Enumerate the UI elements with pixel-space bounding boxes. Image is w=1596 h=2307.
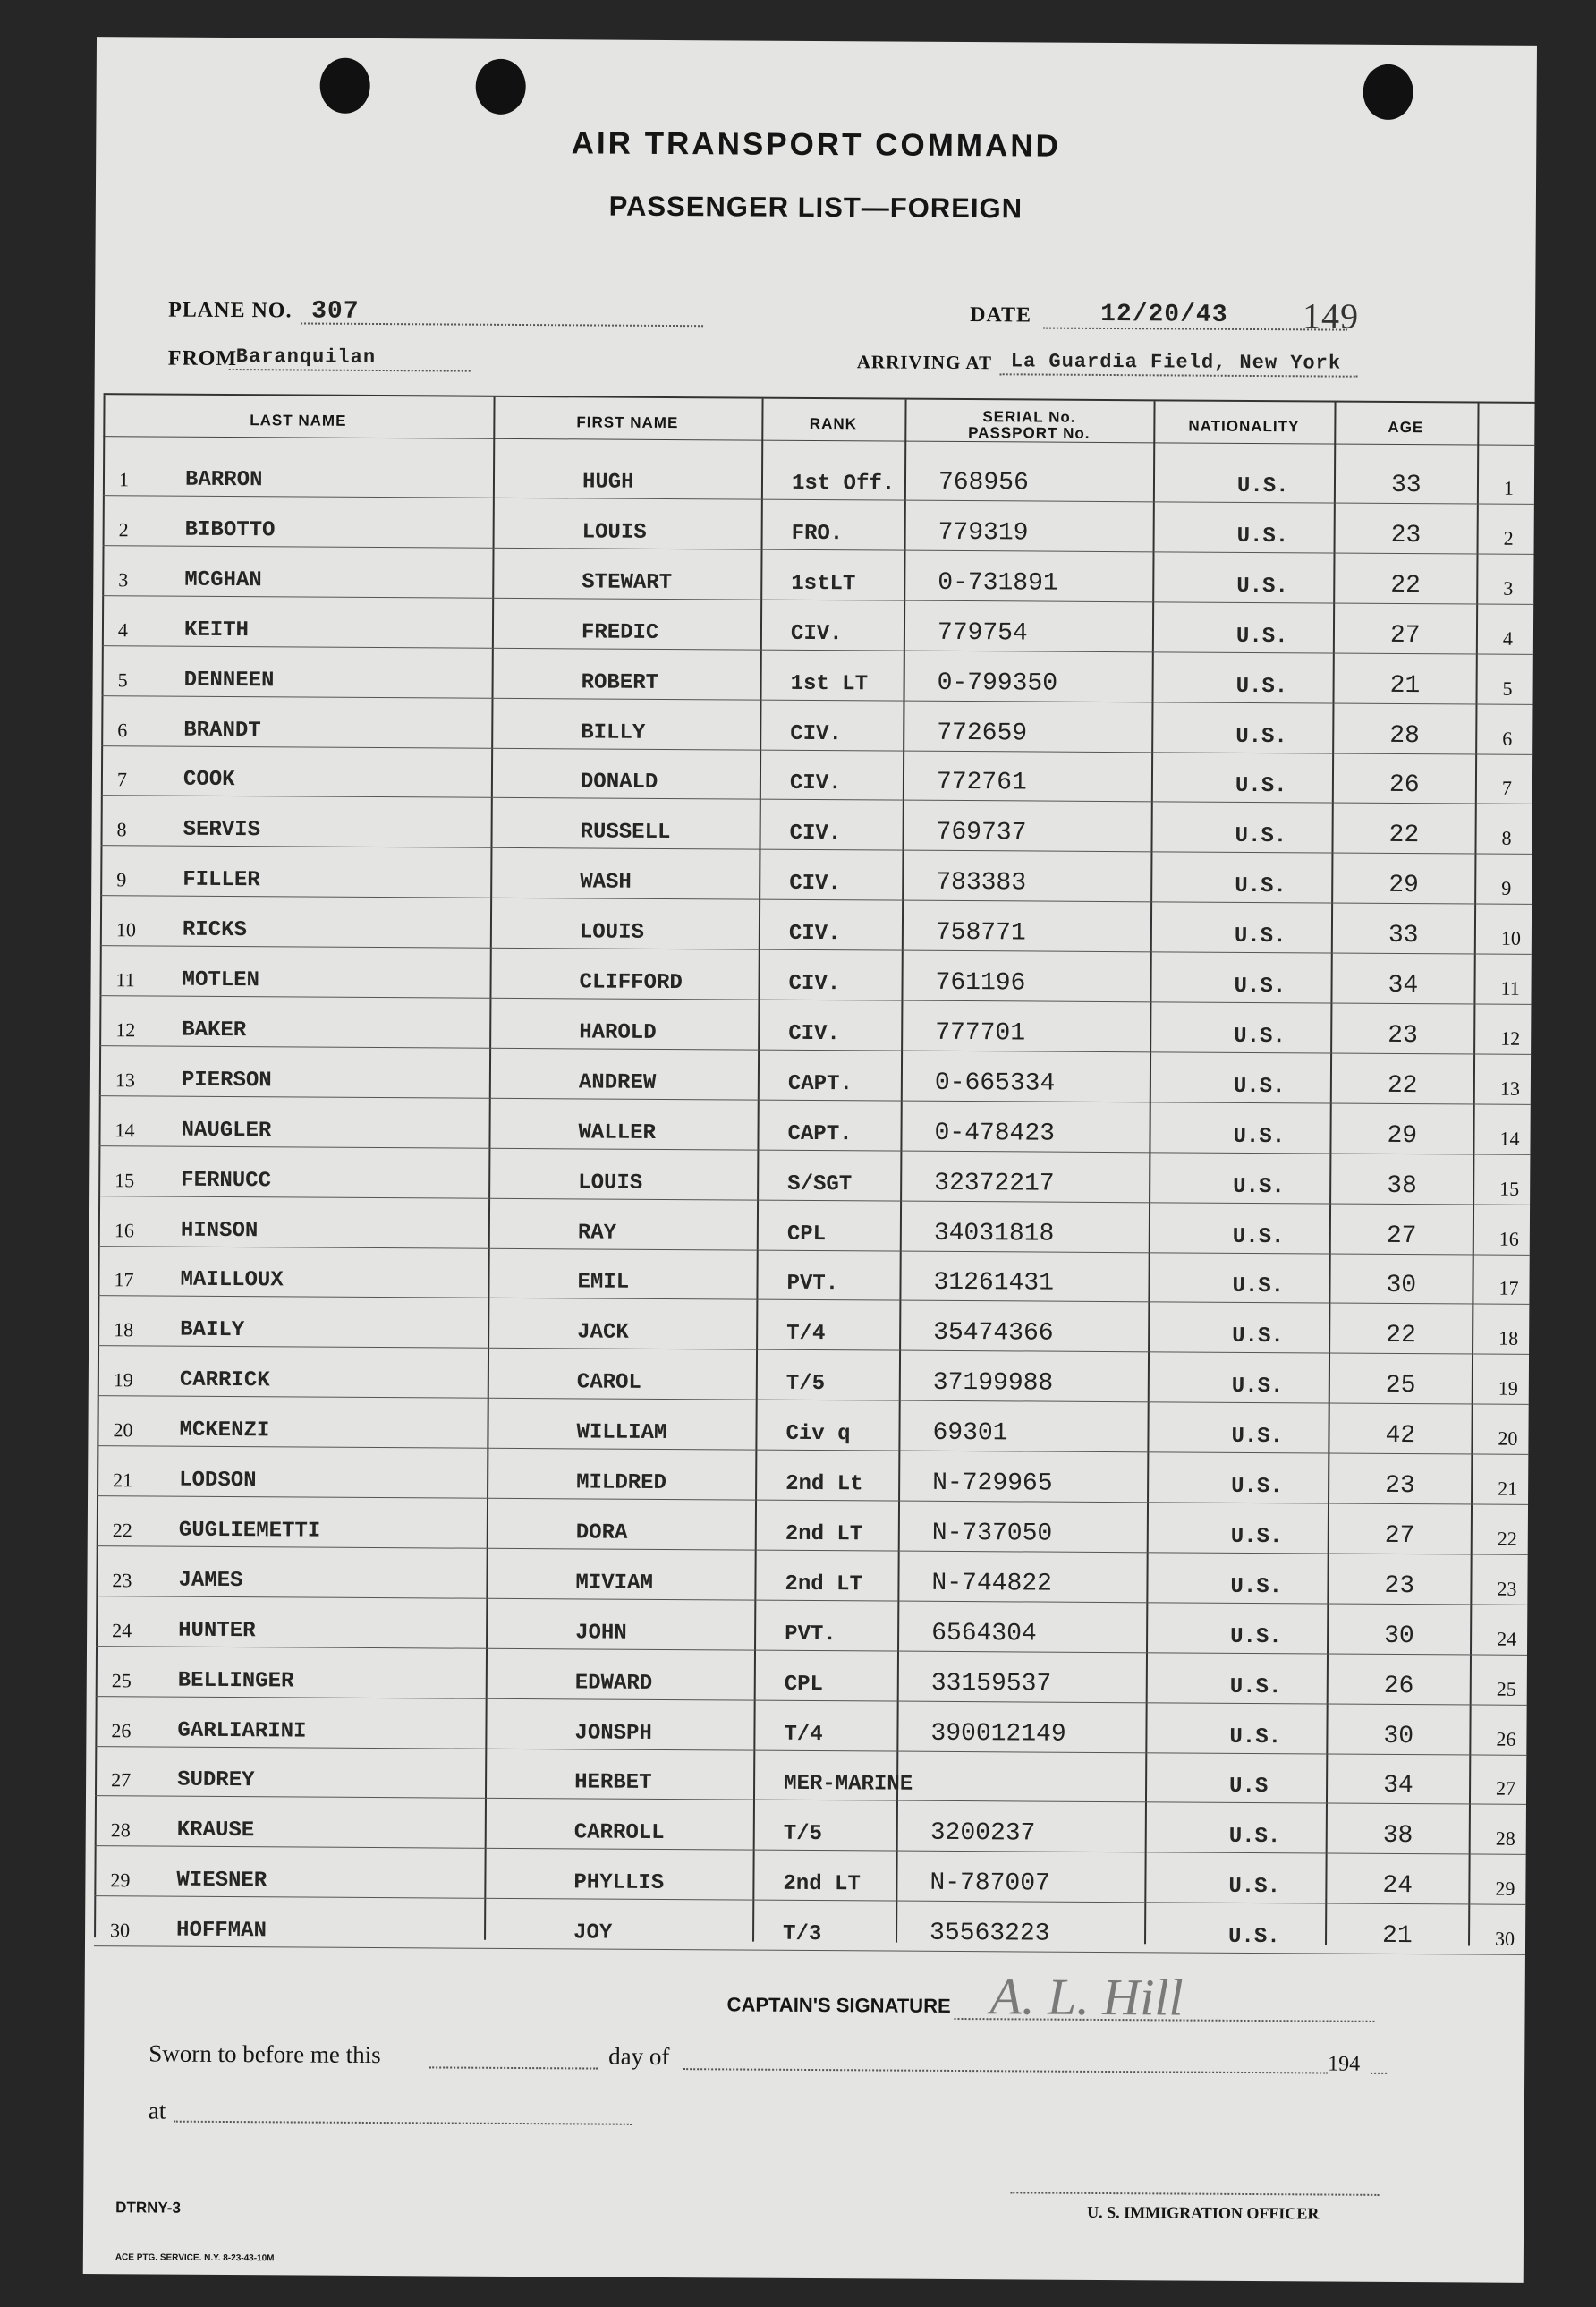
- last-name: KEITH: [183, 617, 250, 643]
- row-number-right: 26: [1496, 1727, 1516, 1750]
- serial-number: 37199988: [932, 1369, 1054, 1398]
- first-name: WASH: [580, 870, 632, 895]
- row-number: 5: [117, 668, 128, 691]
- rank: PVT.: [786, 1272, 839, 1297]
- last-name: BIBOTTO: [184, 517, 276, 543]
- from-value: Baranquilan: [235, 345, 377, 369]
- row-number: 17: [114, 1268, 134, 1291]
- serial-number: 768956: [938, 468, 1029, 498]
- stamp-number: 149: [1302, 295, 1360, 336]
- row-number: 20: [113, 1418, 133, 1442]
- age: 22: [1387, 1071, 1418, 1100]
- first-name: HAROLD: [579, 1020, 657, 1045]
- date-value: 12/20/43: [1100, 300, 1228, 329]
- nationality: U.S.: [1235, 824, 1287, 849]
- nationality: U.S.: [1232, 1324, 1284, 1349]
- serial-number: 33159537: [930, 1669, 1052, 1698]
- row-number-right: 8: [1501, 826, 1512, 850]
- rank: CIV.: [788, 971, 841, 997]
- age: 26: [1388, 771, 1420, 800]
- row-number-right: 1: [1503, 476, 1515, 499]
- printer-line: ACE PTG. SERVICE. N.Y. 8-23-43-10M: [115, 2252, 275, 2264]
- age: 22: [1386, 1322, 1416, 1350]
- rank: MER-MARINE: [784, 1772, 913, 1798]
- nationality: U.S.: [1234, 974, 1286, 1000]
- last-name: GUGLIEMETTI: [178, 1518, 321, 1544]
- rank: CIV.: [788, 1021, 840, 1047]
- day-of-label: day of: [608, 2042, 670, 2071]
- row-number: 26: [111, 1718, 132, 1741]
- row-number: 10: [115, 918, 136, 941]
- serial-number: 779319: [938, 518, 1029, 548]
- year-label: 194: [1328, 2052, 1361, 2076]
- age: 27: [1384, 1521, 1415, 1551]
- row-number-right: 28: [1495, 1826, 1515, 1851]
- age: 27: [1389, 621, 1421, 650]
- first-name: FREDIC: [581, 620, 659, 645]
- last-name: JAMES: [178, 1568, 243, 1593]
- row-number-right: 24: [1497, 1627, 1517, 1650]
- column-last-name: LAST NAME: [250, 412, 347, 430]
- row-number-right: 14: [1499, 1127, 1520, 1150]
- row-number-right: 15: [1499, 1177, 1520, 1200]
- serial-number: N-729965: [932, 1468, 1053, 1498]
- nationality: U.S.: [1228, 1875, 1281, 1900]
- last-name: SUDREY: [177, 1768, 255, 1793]
- first-name: CAROL: [576, 1370, 641, 1396]
- last-name: MAILLOUX: [180, 1268, 284, 1293]
- rank: CIV.: [789, 872, 841, 897]
- first-name: MILDRED: [576, 1470, 667, 1496]
- rank: PVT.: [785, 1622, 836, 1647]
- last-name: NAUGLER: [181, 1118, 272, 1143]
- last-name: SERVIS: [183, 817, 261, 843]
- age: 24: [1382, 1872, 1413, 1901]
- first-name: ROBERT: [581, 669, 659, 695]
- first-name: WALLER: [578, 1120, 657, 1145]
- last-name: GARLIARINI: [177, 1718, 307, 1744]
- rank: T/5: [785, 1372, 826, 1397]
- last-name: BRANDT: [183, 718, 261, 743]
- last-name: BARRON: [184, 467, 263, 493]
- nationality: U.S.: [1233, 1174, 1285, 1199]
- last-name: FERNUCC: [181, 1168, 272, 1193]
- row-number: 1: [118, 468, 130, 491]
- row-number: 7: [116, 768, 128, 791]
- first-name: STEWART: [582, 570, 673, 595]
- first-name: BILLY: [581, 719, 646, 745]
- last-name: MCKENZI: [179, 1417, 270, 1443]
- first-name: LOUIS: [578, 1170, 643, 1196]
- row-number: 11: [115, 968, 135, 992]
- age: 29: [1388, 872, 1419, 900]
- first-name: WILLIAM: [576, 1420, 667, 1446]
- serial-number: 3200237: [930, 1819, 1036, 1848]
- first-name: JOHN: [575, 1621, 627, 1646]
- nationality: U.S.: [1229, 1724, 1282, 1749]
- at-label: at: [148, 2097, 166, 2124]
- age: 23: [1385, 1471, 1415, 1501]
- age: 34: [1383, 1772, 1413, 1800]
- row-number-right: 3: [1503, 576, 1514, 600]
- serial-number: 0-731891: [938, 568, 1058, 598]
- nationality: U.S.: [1228, 1825, 1281, 1850]
- first-name: RAY: [577, 1220, 617, 1246]
- age: 29: [1387, 1121, 1418, 1150]
- form-subtitle: PASSENGER LIST—FOREIGN: [608, 190, 1023, 225]
- nationality: U.S.: [1234, 1024, 1286, 1050]
- rank: CAPT.: [787, 1071, 853, 1097]
- rank: CPL: [786, 1222, 827, 1247]
- last-name: MOTLEN: [182, 967, 260, 993]
- age: 38: [1382, 1822, 1413, 1851]
- arriving-label: ARRIVING AT: [856, 351, 993, 374]
- row-number: 24: [112, 1618, 132, 1642]
- row-number-right: 10: [1500, 926, 1521, 949]
- nationality: U.S.: [1235, 774, 1287, 799]
- plane-label: PLANE NO.: [168, 298, 293, 323]
- first-name: CARROLL: [573, 1820, 665, 1846]
- last-name: RICKS: [182, 917, 248, 943]
- captain-signature-label: CAPTAIN'S SIGNATURE: [726, 1993, 951, 2017]
- captain-signature: A. L. Hill: [989, 1967, 1184, 2027]
- nationality: U.S.: [1235, 874, 1286, 899]
- nationality: U.S.: [1235, 674, 1288, 699]
- rank: CIV.: [790, 621, 843, 646]
- rank: 1st LT: [790, 671, 869, 696]
- row-number: 19: [113, 1368, 133, 1392]
- column-passport: PASSPORT No.: [968, 424, 1091, 442]
- plane-number: 307: [311, 297, 360, 326]
- form-title: AIR TRANSPORT COMMAND: [571, 125, 1061, 164]
- form-code: DTRNY-3: [115, 2199, 181, 2217]
- serial-number: N-787007: [930, 1869, 1050, 1898]
- rank: 2nd LT: [785, 1571, 862, 1597]
- last-name: COOK: [183, 768, 235, 793]
- nationality: U.S.: [1227, 1924, 1280, 1950]
- nationality: U.S.: [1236, 473, 1289, 499]
- last-name: MCGHAN: [184, 567, 262, 593]
- serial-number: 0-478423: [934, 1119, 1056, 1148]
- last-name: BAKER: [182, 1017, 247, 1043]
- serial-number: 779754: [937, 618, 1028, 648]
- passenger-list-form: [83, 37, 1537, 2283]
- first-name: HUGH: [582, 470, 634, 495]
- first-name: ANDREW: [578, 1070, 657, 1095]
- nationality: U.S.: [1235, 724, 1287, 749]
- from-label: FROM: [167, 346, 238, 371]
- column-nationality: NATIONALITY: [1188, 417, 1300, 436]
- punch-hole: [475, 59, 525, 115]
- nationality: U.S.: [1232, 1224, 1285, 1249]
- last-name: KRAUSE: [176, 1818, 255, 1843]
- column-serial-passport: [906, 409, 1151, 443]
- rank: T/3: [782, 1921, 822, 1947]
- row-number-right: 5: [1502, 677, 1513, 700]
- row-number-right: 4: [1502, 626, 1514, 650]
- row-number-right: 19: [1498, 1376, 1518, 1400]
- table-row: [94, 1895, 1525, 1955]
- age: 34: [1388, 971, 1419, 1000]
- serial-number: 0-799350: [937, 668, 1058, 698]
- row-number: 14: [115, 1118, 135, 1142]
- last-name: LODSON: [179, 1468, 257, 1494]
- serial-number: 69301: [932, 1418, 1008, 1448]
- serial-number: 32372217: [934, 1169, 1055, 1198]
- nationality: U.S: [1229, 1775, 1269, 1800]
- first-name: DONALD: [580, 770, 658, 796]
- last-name: DENNEEN: [183, 668, 275, 693]
- last-name: FILLER: [183, 867, 260, 893]
- row-number-right: 22: [1497, 1527, 1517, 1550]
- nationality: U.S.: [1230, 1524, 1283, 1550]
- row-number: 29: [110, 1869, 131, 1892]
- age: 27: [1386, 1222, 1417, 1250]
- nationality: U.S.: [1232, 1274, 1285, 1299]
- rank: 2nd LT: [783, 1871, 861, 1897]
- first-name: PHYLLIS: [573, 1870, 665, 1896]
- serial-number: 758771: [935, 918, 1026, 948]
- last-name: HINSON: [180, 1218, 259, 1243]
- age: 23: [1384, 1571, 1415, 1600]
- nationality: U.S.: [1230, 1624, 1282, 1649]
- row-number-right: 7: [1501, 777, 1512, 800]
- punch-hole: [319, 58, 369, 114]
- nationality: U.S.: [1234, 924, 1286, 949]
- serial-number: 772659: [937, 719, 1028, 747]
- first-name: JONSPH: [574, 1720, 652, 1746]
- nationality: U.S.: [1236, 524, 1289, 549]
- row-number: 3: [118, 568, 129, 592]
- age: 26: [1383, 1672, 1414, 1700]
- serial-number: 35563223: [929, 1919, 1050, 1948]
- age: 30: [1384, 1622, 1414, 1650]
- age: 22: [1388, 821, 1420, 850]
- age: 28: [1389, 721, 1420, 750]
- row-number: 27: [111, 1768, 132, 1792]
- immigration-officer-label: U. S. IMMIGRATION OFFICER: [1087, 2202, 1320, 2223]
- last-name: BELLINGER: [177, 1668, 294, 1694]
- row-number-right: 18: [1498, 1326, 1519, 1350]
- nationality: U.S.: [1233, 1074, 1286, 1100]
- last-name: WIESNER: [176, 1868, 267, 1894]
- age: 42: [1385, 1422, 1416, 1451]
- row-number: 22: [112, 1519, 132, 1542]
- rank: T/5: [783, 1822, 823, 1847]
- serial-number: 31261431: [933, 1269, 1055, 1298]
- nationality: U.S.: [1233, 1124, 1286, 1149]
- row-number: 23: [112, 1569, 132, 1592]
- serial-number: 772761: [936, 769, 1027, 797]
- serial-number: 761196: [935, 968, 1026, 998]
- row-number-right: 20: [1498, 1426, 1518, 1450]
- rank: CIV.: [788, 921, 841, 947]
- rank: S/SGT: [787, 1171, 853, 1196]
- row-number: 30: [110, 1919, 131, 1942]
- rank: T/4: [786, 1322, 826, 1347]
- nationality: U.S.: [1229, 1674, 1282, 1699]
- serial-number: 35474366: [933, 1319, 1054, 1348]
- row-number: 25: [111, 1668, 132, 1691]
- row-number: 13: [115, 1068, 135, 1092]
- age: 33: [1388, 922, 1419, 950]
- rank: CIV.: [790, 721, 842, 746]
- row-number-right: 12: [1500, 1026, 1521, 1050]
- row-number: 15: [115, 1168, 135, 1191]
- first-name: HERBET: [574, 1770, 652, 1796]
- serial-number: 0-665334: [934, 1068, 1056, 1098]
- last-name: HUNTER: [178, 1618, 256, 1643]
- arriving-value: La Guardia Field, New York: [1010, 350, 1342, 375]
- row-number: 12: [115, 1018, 136, 1042]
- age: 25: [1385, 1372, 1416, 1400]
- serial-number: 34031818: [933, 1219, 1055, 1248]
- row-number-right: 27: [1496, 1777, 1516, 1800]
- serial-number: N-737050: [931, 1519, 1053, 1548]
- age: 21: [1381, 1921, 1413, 1951]
- row-number-right: 29: [1495, 1877, 1515, 1900]
- column-rank: RANK: [809, 414, 857, 433]
- last-name: BAILY: [180, 1317, 245, 1343]
- row-number: 21: [113, 1468, 133, 1492]
- first-name: MIVIAM: [575, 1571, 653, 1596]
- column-age: AGE: [1388, 418, 1424, 437]
- row-number-right: 9: [1501, 876, 1512, 899]
- rank: CIV.: [789, 771, 842, 796]
- row-number-right: 13: [1499, 1077, 1520, 1100]
- column-serial: SERIAL No.: [982, 408, 1076, 426]
- row-number: 16: [114, 1218, 134, 1241]
- date-label: DATE: [970, 303, 1032, 328]
- serial-number: 6564304: [931, 1619, 1037, 1648]
- punch-hole: [1363, 64, 1413, 120]
- row-number-right: 23: [1497, 1577, 1517, 1600]
- first-name: CLIFFORD: [579, 970, 683, 996]
- age: 23: [1390, 521, 1422, 550]
- row-number: 8: [116, 818, 127, 841]
- nationality: U.S.: [1231, 1375, 1284, 1400]
- age: 22: [1390, 571, 1421, 600]
- last-name: PIERSON: [181, 1068, 272, 1094]
- row-number: 9: [116, 868, 127, 891]
- nationality: U.S.: [1231, 1424, 1284, 1450]
- last-name: HOFFMAN: [176, 1918, 267, 1944]
- rank: CAPT.: [787, 1121, 853, 1146]
- age: 30: [1383, 1722, 1414, 1750]
- row-number-right: 16: [1498, 1227, 1519, 1250]
- age: 23: [1388, 1021, 1418, 1051]
- row-number: 2: [118, 518, 129, 541]
- row-number-right: 30: [1494, 1927, 1515, 1950]
- nationality: U.S.: [1230, 1574, 1283, 1600]
- last-name: CARRICK: [179, 1367, 270, 1393]
- serial-number: N-744822: [931, 1569, 1052, 1598]
- row-number-right: 25: [1496, 1677, 1516, 1700]
- row-number-right: 6: [1502, 727, 1513, 750]
- row-number: 18: [114, 1318, 134, 1341]
- first-name: JACK: [577, 1320, 629, 1346]
- rank: 1st Off.: [791, 471, 896, 497]
- first-name: RUSSELL: [580, 820, 671, 846]
- first-name: EDWARD: [574, 1670, 653, 1696]
- first-name: LOUIS: [579, 920, 645, 945]
- row-number: 4: [117, 617, 129, 641]
- row-number-right: 21: [1498, 1477, 1518, 1500]
- rank: T/4: [784, 1722, 823, 1747]
- row-number-right: 17: [1498, 1277, 1519, 1300]
- serial-number: 769737: [936, 819, 1027, 847]
- rank: CIV.: [789, 821, 842, 847]
- first-name: DORA: [575, 1520, 628, 1545]
- row-number-right: 11: [1500, 976, 1520, 1000]
- rank: 1stLT: [791, 571, 856, 597]
- rank: FRO.: [791, 521, 844, 547]
- row-number-right: 2: [1503, 526, 1514, 549]
- sworn-label: Sworn to before me this: [149, 2039, 381, 2069]
- first-name: EMIL: [577, 1270, 630, 1296]
- rank: 2nd LT: [785, 1521, 863, 1547]
- age: 33: [1390, 471, 1422, 500]
- serial-number: 783383: [936, 869, 1027, 898]
- first-name: JOY: [573, 1920, 613, 1945]
- age: 38: [1387, 1171, 1417, 1200]
- nationality: U.S.: [1236, 574, 1288, 600]
- nationality: U.S.: [1235, 624, 1288, 649]
- serial-number: 390012149: [930, 1719, 1066, 1749]
- first-name: LOUIS: [582, 520, 647, 545]
- row-number: 28: [110, 1818, 131, 1842]
- column-first-name: FIRST NAME: [576, 413, 679, 432]
- rank: Civ q: [785, 1421, 851, 1447]
- age: 30: [1386, 1272, 1417, 1300]
- age: 21: [1389, 671, 1421, 700]
- row-number: 6: [117, 718, 128, 741]
- rank: 2nd Lt: [785, 1471, 863, 1497]
- nationality: U.S.: [1231, 1474, 1283, 1500]
- rank: CPL: [784, 1672, 824, 1697]
- serial-number: 777701: [935, 1018, 1026, 1048]
